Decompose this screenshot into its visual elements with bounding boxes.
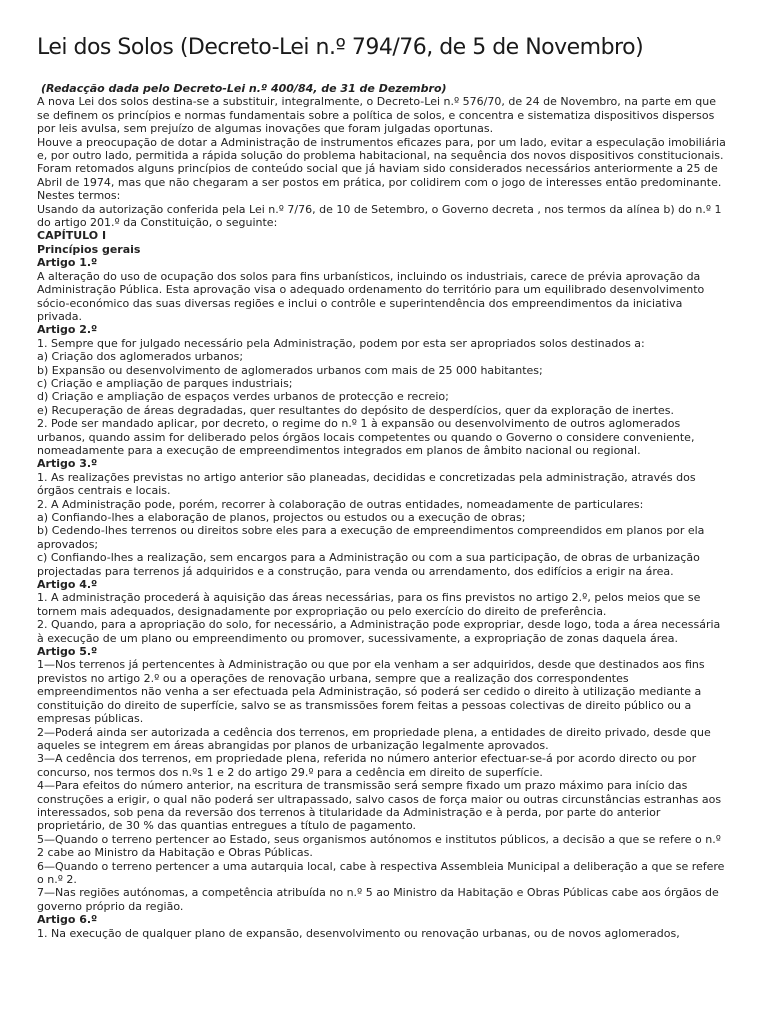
article-heading: Artigo 3.º — [37, 457, 98, 471]
article-paragraph: 7—Nas regiões autónomas, a competência atribuída no n.º 5 ao Ministro da Habitação e Obras Públicas cabe aos órgãos de governo próprio da região. — [37, 886, 719, 913]
article-heading: Artigo 5.º — [37, 645, 98, 659]
preamble-paragraph: Nestes termos: — [37, 189, 121, 203]
preamble-paragraph: Houve a preocupação de dotar a Administração de instrumentos eficazes para, por um lado, evitar a especulação imobiliária e, por outro lado, permitida a rápida solução do problema habitacional, na sequência dos novos dispositivos constitucionais. — [37, 135, 726, 163]
article-paragraph: e) Recuperação de áreas degradadas, quer resultantes do depósito de desperdícios, quer da exploração de inertes. — [37, 403, 674, 417]
article-paragraph: 2. Quando, para a apropriação do solo, for necessário, a Administração pode expropriar, desde logo, toda a área necessária à execução de um plano ou empreendimento ou promover, sucessivamente, a expropriação de zonas daquela área. — [37, 618, 721, 645]
article-paragraph: 2. A Administração pode, porém, recorrer à colaboração de outras entidades, nomeadamente de particulares: — [37, 497, 644, 511]
article-paragraph: 1. Sempre que for julgado necessário pela Administração, podem por esta ser apropriados solos destinados a: — [37, 336, 645, 350]
article-paragraph: 2. Pode ser mandado aplicar, por decreto, o regime do n.º 1 à expansão ou desenvolvimento de outros aglomerados urbanos, quando assim for deliberado pelos órgãos locais competentes ou quando o Governo o considere conveniente, nomeadamente para a execução de empreendimentos integrados em planos de âmbito nacional ou regional. — [37, 417, 695, 457]
articles — [37, 256, 728, 940]
article-section — [37, 913, 728, 940]
article-paragraph: 1. As realizações previstas no artigo anterior são planeadas, decididas e concretizadas pela administração, através dos órgãos centrais e locais. — [37, 470, 696, 498]
preamble-paragraph: Usando da autorização conferida pela Lei n.º 7/76, de 10 de Setembro, o Governo decreta , nos termos da alínea b) do n.º 1 do artigo 201.º da Constituição, o seguinte: — [37, 202, 722, 230]
article-heading: Artigo 6.º — [37, 913, 98, 927]
article-heading: Artigo 1.º — [37, 256, 98, 270]
article-section — [37, 457, 728, 578]
article-paragraph: 1. Na execução de qualquer plano de expansão, desenvolvimento ou renovação urbanas, ou de novos aglomerados, — [37, 926, 680, 940]
chapter-subtitle: Princípios gerais — [37, 242, 141, 256]
preamble — [37, 95, 728, 229]
article-section — [37, 256, 728, 323]
article-paragraph: a) Confiando-lhes a elaboração de planos, projectos ou estudos ou a execução de obras; — [37, 511, 526, 524]
document-body — [37, 82, 728, 940]
article-paragraph: c) Confiando-lhes a realização, sem encargos para a Administração ou com a sua participação, de obras de urbanização projectadas para terrenos já adquiridos e a construção, para venda ou arrendamento, dos edifícios a erigir na área. — [37, 551, 700, 578]
chapter-title: CAPÍTULO I — [37, 229, 107, 243]
article-heading: Artigo 4.º — [37, 578, 98, 592]
article-paragraph: 1—Nos terrenos já pertencentes à Administração ou que por ela venham a ser adquiridos, desde que destinados aos fins previstos no artigo 2.º ou a operações de renovação urbana, sempre que a realização dos correspondentes empreendimentos não venha a ser efectuada pela Administração, só poderá ser cedido o direito à utilização mediante a constituição do direito de superfície, salvo se as transmissões forem feitas a pessoas colectivas de direito público ou a empresas públicas. — [37, 658, 705, 726]
article-paragraph: 5—Quando o terreno pertencer ao Estado, seus organismos autónomos e institutos públicos, a decisão a que se refere o n.º 2 cabe ao Ministro da Habitação e Obras Públicas. — [37, 832, 721, 860]
article-section — [37, 645, 728, 913]
article-paragraph: c) Criação e ampliação de parques industriais; — [37, 376, 293, 390]
article-section — [37, 323, 728, 457]
article-paragraph: d) Criação e ampliação de espaços verdes urbanos de protecção e recreio; — [37, 390, 449, 404]
document-subtitle: (Redacção dada pelo Decreto-Lei n.º 400/84, de 31 de Dezembro) — [41, 82, 447, 95]
article-heading: Artigo 2.º — [37, 323, 98, 337]
article-paragraph: 2—Poderá ainda ser autorizada a cedência dos terrenos, em propriedade plena, a entidades de direito privado, desde que aqueles se integrem em áreas abrangidas por planos de urbanização legalmente aprovados. — [37, 725, 711, 752]
preamble-paragraph: A nova Lei dos solos destina-se a substituir, integralmente, o Decreto-Lei n.º 576/70, de 24 de Novembro, na parte em que se definem os princípios e normas fundamentais sobre a política de solos, e concentra e sistematiza dispositivos dispersos por leis avulsa, sem prejuízo de algumas inovações que foram julgadas oportunas. — [37, 95, 717, 136]
article-paragraph: b) Cedendo-lhes terrenos ou direitos sobre eles para a execução de empreendimentos compreendidos em planos por ela aprovados; — [37, 524, 705, 551]
preamble-paragraph: Foram retomados alguns princípios de conteúdo social que já haviam sido considerados necessários anteriormente a 25 de Abril de 1974, mas que não chegaram a ser postos em prática, por colidirem com o jogo de interesses então predominante. — [37, 162, 722, 189]
article-paragraph: 6—Quando o terreno pertencer a uma autarquia local, cabe à respectiva Assembleia Municipal a deliberação a que se refere o n.º 2. — [37, 859, 725, 886]
document-title: Lei dos Solos (Decreto-Lei n.º 794/76, de 5 de Novembro) — [37, 35, 644, 60]
article-paragraph: 1. A administração procederá à aquisição das áreas necessárias, para os fins previstos no artigo 2.º, pelos meios que se tornem mais adequados, designadamente por expropriação ou pelo exercício do direito de preferência. — [37, 591, 701, 618]
article-paragraph: 3—A cedência dos terrenos, em propriedade plena, referida no número anterior efectuar-se-á por acordo directo ou por concurso, nos termos dos n.ºs 1 e 2 do artigo 29.º para a cedência em direito de superfície. — [37, 752, 697, 779]
article-paragraph: 4—Para efeitos do número anterior, na escritura de transmissão será sempre fixado um prazo máximo para início das construções a erigir, o qual não poderá ser ultrapassado, salvo casos de força maior ou outras circunstâncias estranhas aos interessados, sob pena da reversão dos terrenos à titularidade da Administração e à perda, por parte do anterior proprietário, de 30 % das quantias entregues a título de pagamento. — [37, 779, 722, 833]
article-paragraph: b) Expansão ou desenvolvimento de aglomerados urbanos com mais de 25 000 habitantes; — [37, 363, 543, 377]
article-paragraph: A alteração do uso de ocupação dos solos para fins urbanísticos, incluindo os industriais, carece de prévia aprovação da Administração Pública. Esta aprovação visa o adequado ordenamento do território para um equilibrado desenvolvimento sócio-económico das suas diversas regiões e inclui o contrôle e superintendência dos empreendimentos da iniciativa privada. — [37, 269, 705, 323]
article-section — [37, 578, 728, 645]
article-paragraph: a) Criação dos aglomerados urbanos; — [37, 350, 244, 364]
